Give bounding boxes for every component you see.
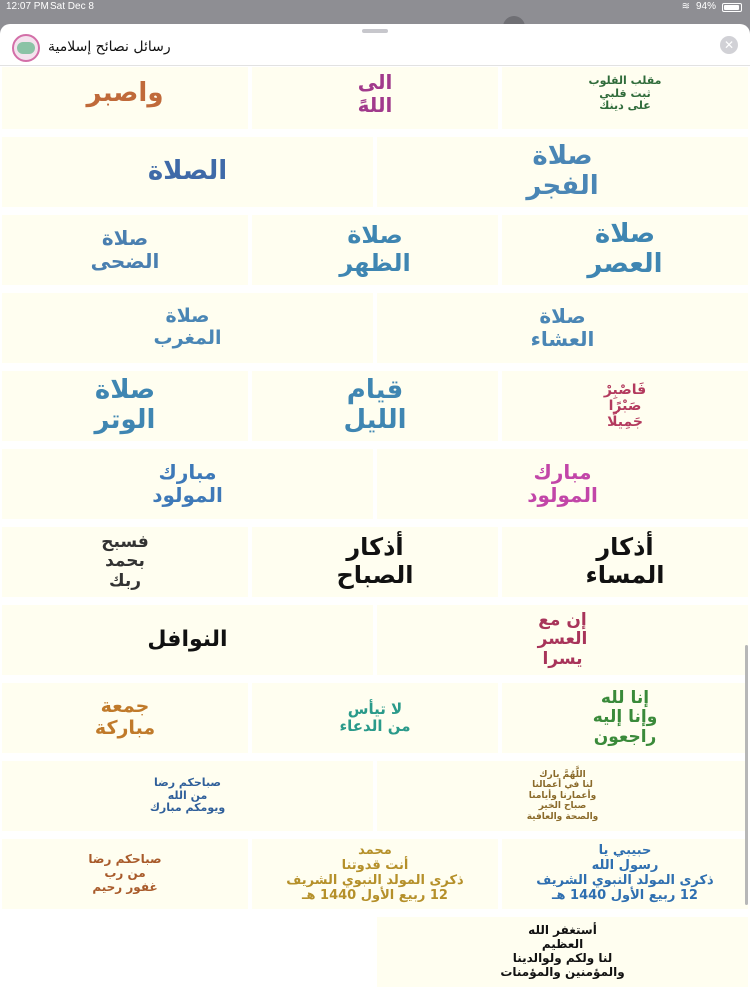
sticker-tile[interactable]: مبارك المولود [375, 447, 750, 521]
sticker-tile[interactable]: الى اللهً [250, 67, 500, 131]
sticker-grid [0, 67, 750, 1000]
sticker-tile[interactable]: حبيبي يا رسول الله ذكرى المولد النبوي الشريف 12 ربيع الأول 1440 هـ [500, 837, 750, 911]
sticker-tile[interactable]: صباحكم رضا من رب غفور رحيم [0, 837, 250, 911]
sticker-tile[interactable]: مبارك المولود [0, 447, 375, 521]
app-title: رسائل نصائح إسلامية [48, 39, 171, 55]
sticker-tile[interactable]: صلاة الوتر [0, 369, 250, 443]
sticker-tile[interactable]: مقلب القلوب ثبت قلبي على دينك [500, 67, 750, 131]
sticker-tile[interactable]: لا تيأس من الدعاء [250, 681, 500, 755]
sticker-tile[interactable]: صلاة العشاء [375, 291, 750, 365]
sticker-tile[interactable]: واصبر [0, 67, 250, 131]
sticker-tile[interactable]: إنا لله وإنا إليه راجعون [500, 681, 750, 755]
sticker-tile[interactable]: صلاة الفجر [375, 135, 750, 209]
wifi-icon: ≋ [681, 1, 690, 12]
sticker-tile[interactable]: أذكار المساء [500, 525, 750, 599]
sticker-tile[interactable]: صلاة العصر [500, 213, 750, 287]
sticker-tile[interactable]: اللَّهُمَّ بارك لنا في أعمالنا وأعمارنا وأيامنا صباح الخير والصحة والعافية [375, 759, 750, 833]
sticker-tile[interactable]: أذكار الصباح [250, 525, 500, 599]
close-button[interactable]: ✕ [720, 36, 738, 54]
sticker-tile[interactable]: النوافل [0, 603, 375, 677]
sticker-tile[interactable]: قيام الليل [250, 369, 500, 443]
battery-percent: 94% [695, 1, 716, 12]
sticker-tile[interactable]: صلاة الظهر [250, 213, 500, 287]
status-time: 12:07 PM [6, 1, 49, 12]
sticker-tile[interactable]: صباحكم رضا من الله ويومكم مبارك [0, 759, 375, 833]
status-bar [0, 0, 750, 14]
sticker-sheet [0, 24, 750, 1000]
sticker-tile[interactable]: محمد أنت قدوتنا ذكرى المولد النبوي الشريف 12 ربيع الأول 1440 هـ [250, 837, 500, 911]
sticker-tile[interactable]: الصلاة [0, 135, 375, 209]
sticker-tile[interactable]: جمعة مباركة [0, 681, 250, 755]
sticker-tile[interactable]: أستغفر الله العظيم لنا ولكم ولوالدينا والمؤمنين والمؤمنات [375, 915, 750, 989]
app-logo-icon [12, 34, 40, 62]
sticker-tile[interactable]: صلاة الضحى [0, 213, 250, 287]
battery-icon [722, 3, 742, 12]
status-right [682, 0, 742, 14]
status-date: Sat Dec 8 [50, 1, 94, 12]
sticker-tile[interactable]: فَاصْبِرْ صَبْرًا جَمِيلًا [500, 369, 750, 443]
sheet-header [0, 32, 750, 66]
sticker-tile[interactable]: صلاة المغرب [0, 291, 375, 365]
scrollbar[interactable] [745, 645, 748, 905]
sticker-tile[interactable]: فسبح بحمد ربك [0, 525, 250, 599]
sticker-tile[interactable]: إن مع العسر يسرا [375, 603, 750, 677]
